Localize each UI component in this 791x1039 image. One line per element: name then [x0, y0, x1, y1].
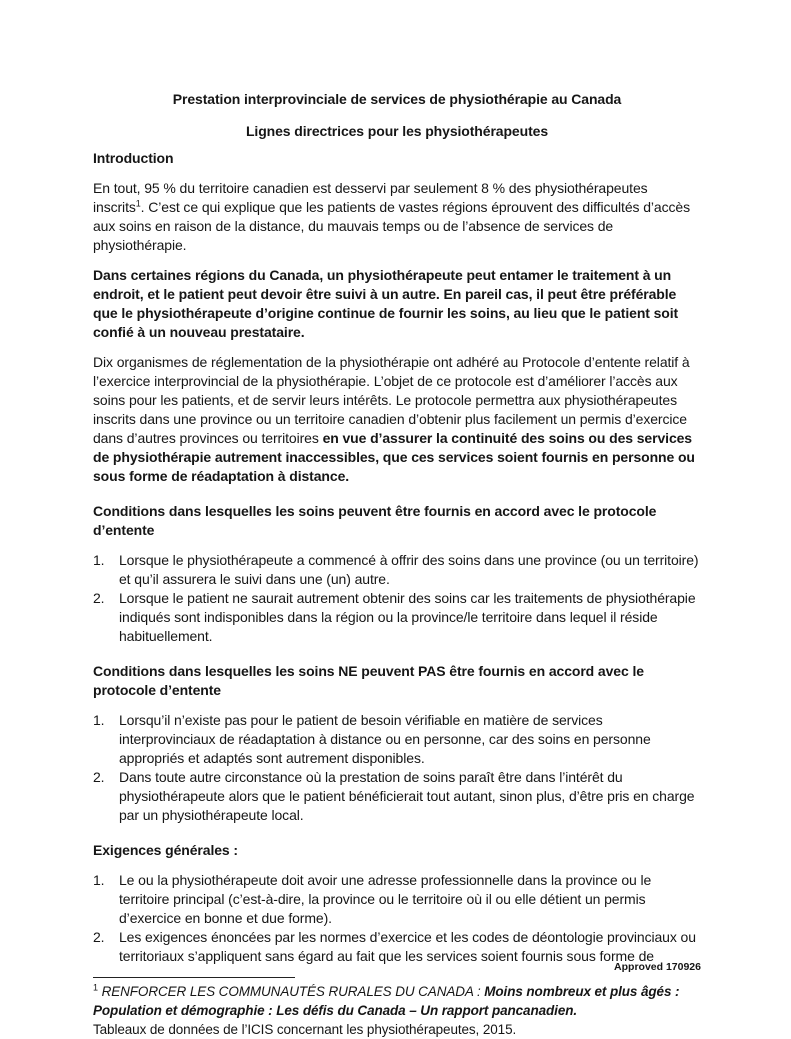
list-item-text: Lorsqu’il n’existe pas pour le patient de besoin vérifiable en matière de services interprovinciaux de réadaptation à distance ou en personne, car des soins en personne appropriés et adaptés sont autrement disponibles. [119, 712, 651, 766]
conditions-allowed-list [93, 551, 701, 646]
list-item [93, 551, 701, 589]
approved-stamp: Approved 170926 [614, 961, 701, 973]
paragraph-intro-1-start: En tout, 95 % du territoire canadien est desservi par seulement 8 % des physiothérapeutes inscrits [93, 180, 648, 215]
list-item-number: 2. [93, 929, 105, 945]
footnote [93, 982, 701, 1039]
list-item [93, 768, 701, 825]
list-item [93, 928, 701, 966]
conditions-not-allowed-list [93, 711, 701, 825]
list-item-number: 2. [93, 590, 105, 606]
list-item-number: 1. [93, 712, 105, 728]
footnote-citation-title: RENFORCER LES COMMUNAUTÉS RURALES DU CANADA : [101, 984, 485, 999]
paragraph-intro-3 [93, 353, 701, 486]
footnote-marker: 1 [93, 982, 98, 993]
paragraph-intro-2: Dans certaines régions du Canada, un physiothérapeute peut entamer le traitement à un endroit, et le patient peut devoir être suivi à un autre. En pareil cas, il peut être préférable que le physiothérapeute d’origine continue de fournir les soins, au lieu que le patient soit confié à un nouveau prestataire. [93, 267, 679, 340]
list-item-number: 1. [93, 872, 105, 888]
section-heading-introduction: Introduction [93, 150, 174, 166]
list-item [93, 711, 701, 768]
footnote-line-2: Tableaux de données de l’ICIS concernant les physiothérapeutes, 2015. [93, 1022, 517, 1037]
footnote-separator [93, 977, 295, 978]
section-heading-conditions-allowed: Conditions dans lesquelles les soins peuvent être fournis en accord avec le protocole d’entente [93, 503, 657, 538]
list-item [93, 589, 701, 646]
list-item-text: Les exigences énoncées par les normes d’exercice et les codes de déontologie provinciaux ou territoriaux s’appliquent sans égard au fait que les services soient fournis sous forme de [119, 929, 696, 964]
section-heading-conditions-not-allowed: Conditions dans lesquelles les soins NE peuvent PAS être fournis en accord avec le protocole d’entente [93, 663, 644, 698]
list-item-text: Lorsque le physiothérapeute a commencé à offrir des soins dans une province (ou un territoire) et qu’il assurera le suivi dans une (un) autre. [119, 552, 699, 587]
list-item-text: Lorsque le patient ne saurait autrement obtenir des soins car les traitements de physiothérapie indiqués sont indisponibles dans la région ou la province/le territoire dans lequel il réside habituellement. [119, 590, 696, 644]
list-item-number: 1. [93, 552, 105, 568]
document-subtitle: Lignes directrices pour les physiothérapeutes [245, 123, 549, 139]
paragraph-intro-3-regular: Dix organismes de réglementation de la physiothérapie ont adhéré au Protocole d’entente relatif à l’exercice interprovincial de la physiothérapie. L’objet de ce protocole est d’améliorer l’accès aux soins pour les patients, et de servir leurs intérêts. Le protocole permettra aux physiothérapeutes inscrits dans une province ou un territoire canadien d’obtenir plus facilement un permis d’exercice dans d’autres provinces ou territoires [93, 354, 690, 446]
footnote-line-1 [93, 982, 701, 1020]
paragraph-intro-1-end: . C’est ce qui explique que les patients de vastes régions éprouvent des difficultés d’accès aux soins en raison de la distance, du mauvais temps ou de l’absence de services de physiothérapie. [93, 199, 690, 253]
paragraph-intro-1 [93, 179, 701, 255]
document-title: Prestation interprovinciale de services de physiothérapie au Canada [172, 91, 622, 107]
paragraph-intro-3-bold: en vue d’assurer la continuité des soins ou des services de physiothérapie autrement inaccessibles, que ces services soient fournis en personne ou sous forme de réadaptation à distance. [93, 430, 695, 484]
list-item-number: 2. [93, 769, 105, 785]
footnote-reference-1: 1 [135, 198, 141, 209]
general-requirements-list [93, 871, 701, 966]
section-heading-general-requirements: Exigences générales : [93, 842, 238, 858]
footnote-citation-subtitle: Moins nombreux et plus âgés : Population et démographie : Les défis du Canada – Un rapport pancanadien. [93, 984, 680, 1018]
list-item-text: Le ou la physiothérapeute doit avoir une adresse professionnelle dans la province ou le territoire principal (c’est-à-dire, la province ou le territoire où il ou elle détient un permis d’exercice en bonne et due forme). [119, 872, 652, 926]
list-item-text: Dans toute autre circonstance où la prestation de soins paraît être dans l’intérêt du physiothérapeute alors que le patient bénéficierait tout autant, sinon plus, d’être pris en charge par un physiothérapeute local. [119, 769, 695, 823]
list-item [93, 871, 701, 928]
